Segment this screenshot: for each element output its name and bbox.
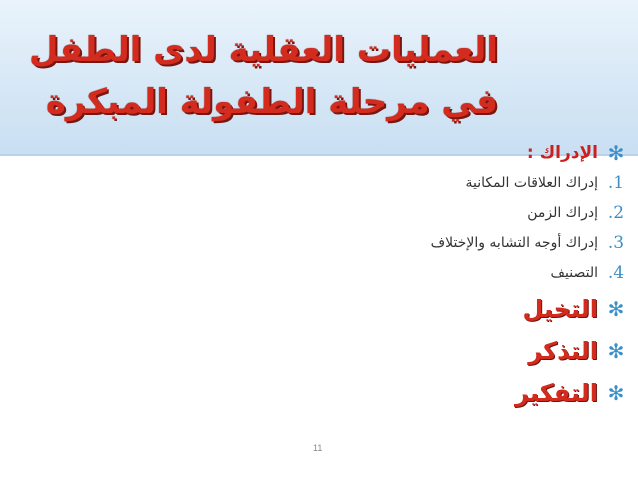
slide-title	[29, 24, 498, 128]
list-item-text: إدراك أوجه التشابه والإختلاف	[430, 235, 598, 251]
list-item-text: التصنيف	[550, 265, 598, 281]
list-item	[300, 228, 625, 258]
list-number: 3.	[607, 233, 625, 253]
list-item	[300, 198, 625, 228]
topic-row	[300, 330, 625, 372]
list-number: 1.	[607, 173, 625, 193]
list-item-text: إدراك العلاقات المكانية	[465, 175, 598, 191]
page-number: 11	[313, 443, 323, 453]
bullet-list	[300, 138, 625, 414]
asterisk-bullet-icon: ✻	[607, 297, 625, 321]
heading-perception: الإدراك :	[526, 143, 598, 163]
list-item-text: إدراك الزمن	[527, 205, 598, 221]
asterisk-bullet-icon: ✻	[607, 381, 625, 405]
topic-row	[300, 372, 625, 414]
list-number: 4.	[607, 263, 625, 283]
topic-remembering: التذكر	[528, 337, 598, 365]
list-item	[300, 258, 625, 288]
list-number: 2.	[607, 203, 625, 223]
topic-row	[300, 288, 625, 330]
title-line-2: في مرحلة الطفولة المبكرة	[45, 82, 498, 122]
title-line-1: العمليات العقلية لدى الطفل	[29, 30, 498, 70]
asterisk-bullet-icon: ✻	[607, 141, 625, 165]
topic-thinking: التفكير	[515, 379, 598, 407]
list-item	[300, 168, 625, 198]
topic-imagination: التخيل	[522, 295, 598, 323]
asterisk-bullet-icon: ✻	[607, 339, 625, 363]
heading-row	[300, 138, 625, 168]
